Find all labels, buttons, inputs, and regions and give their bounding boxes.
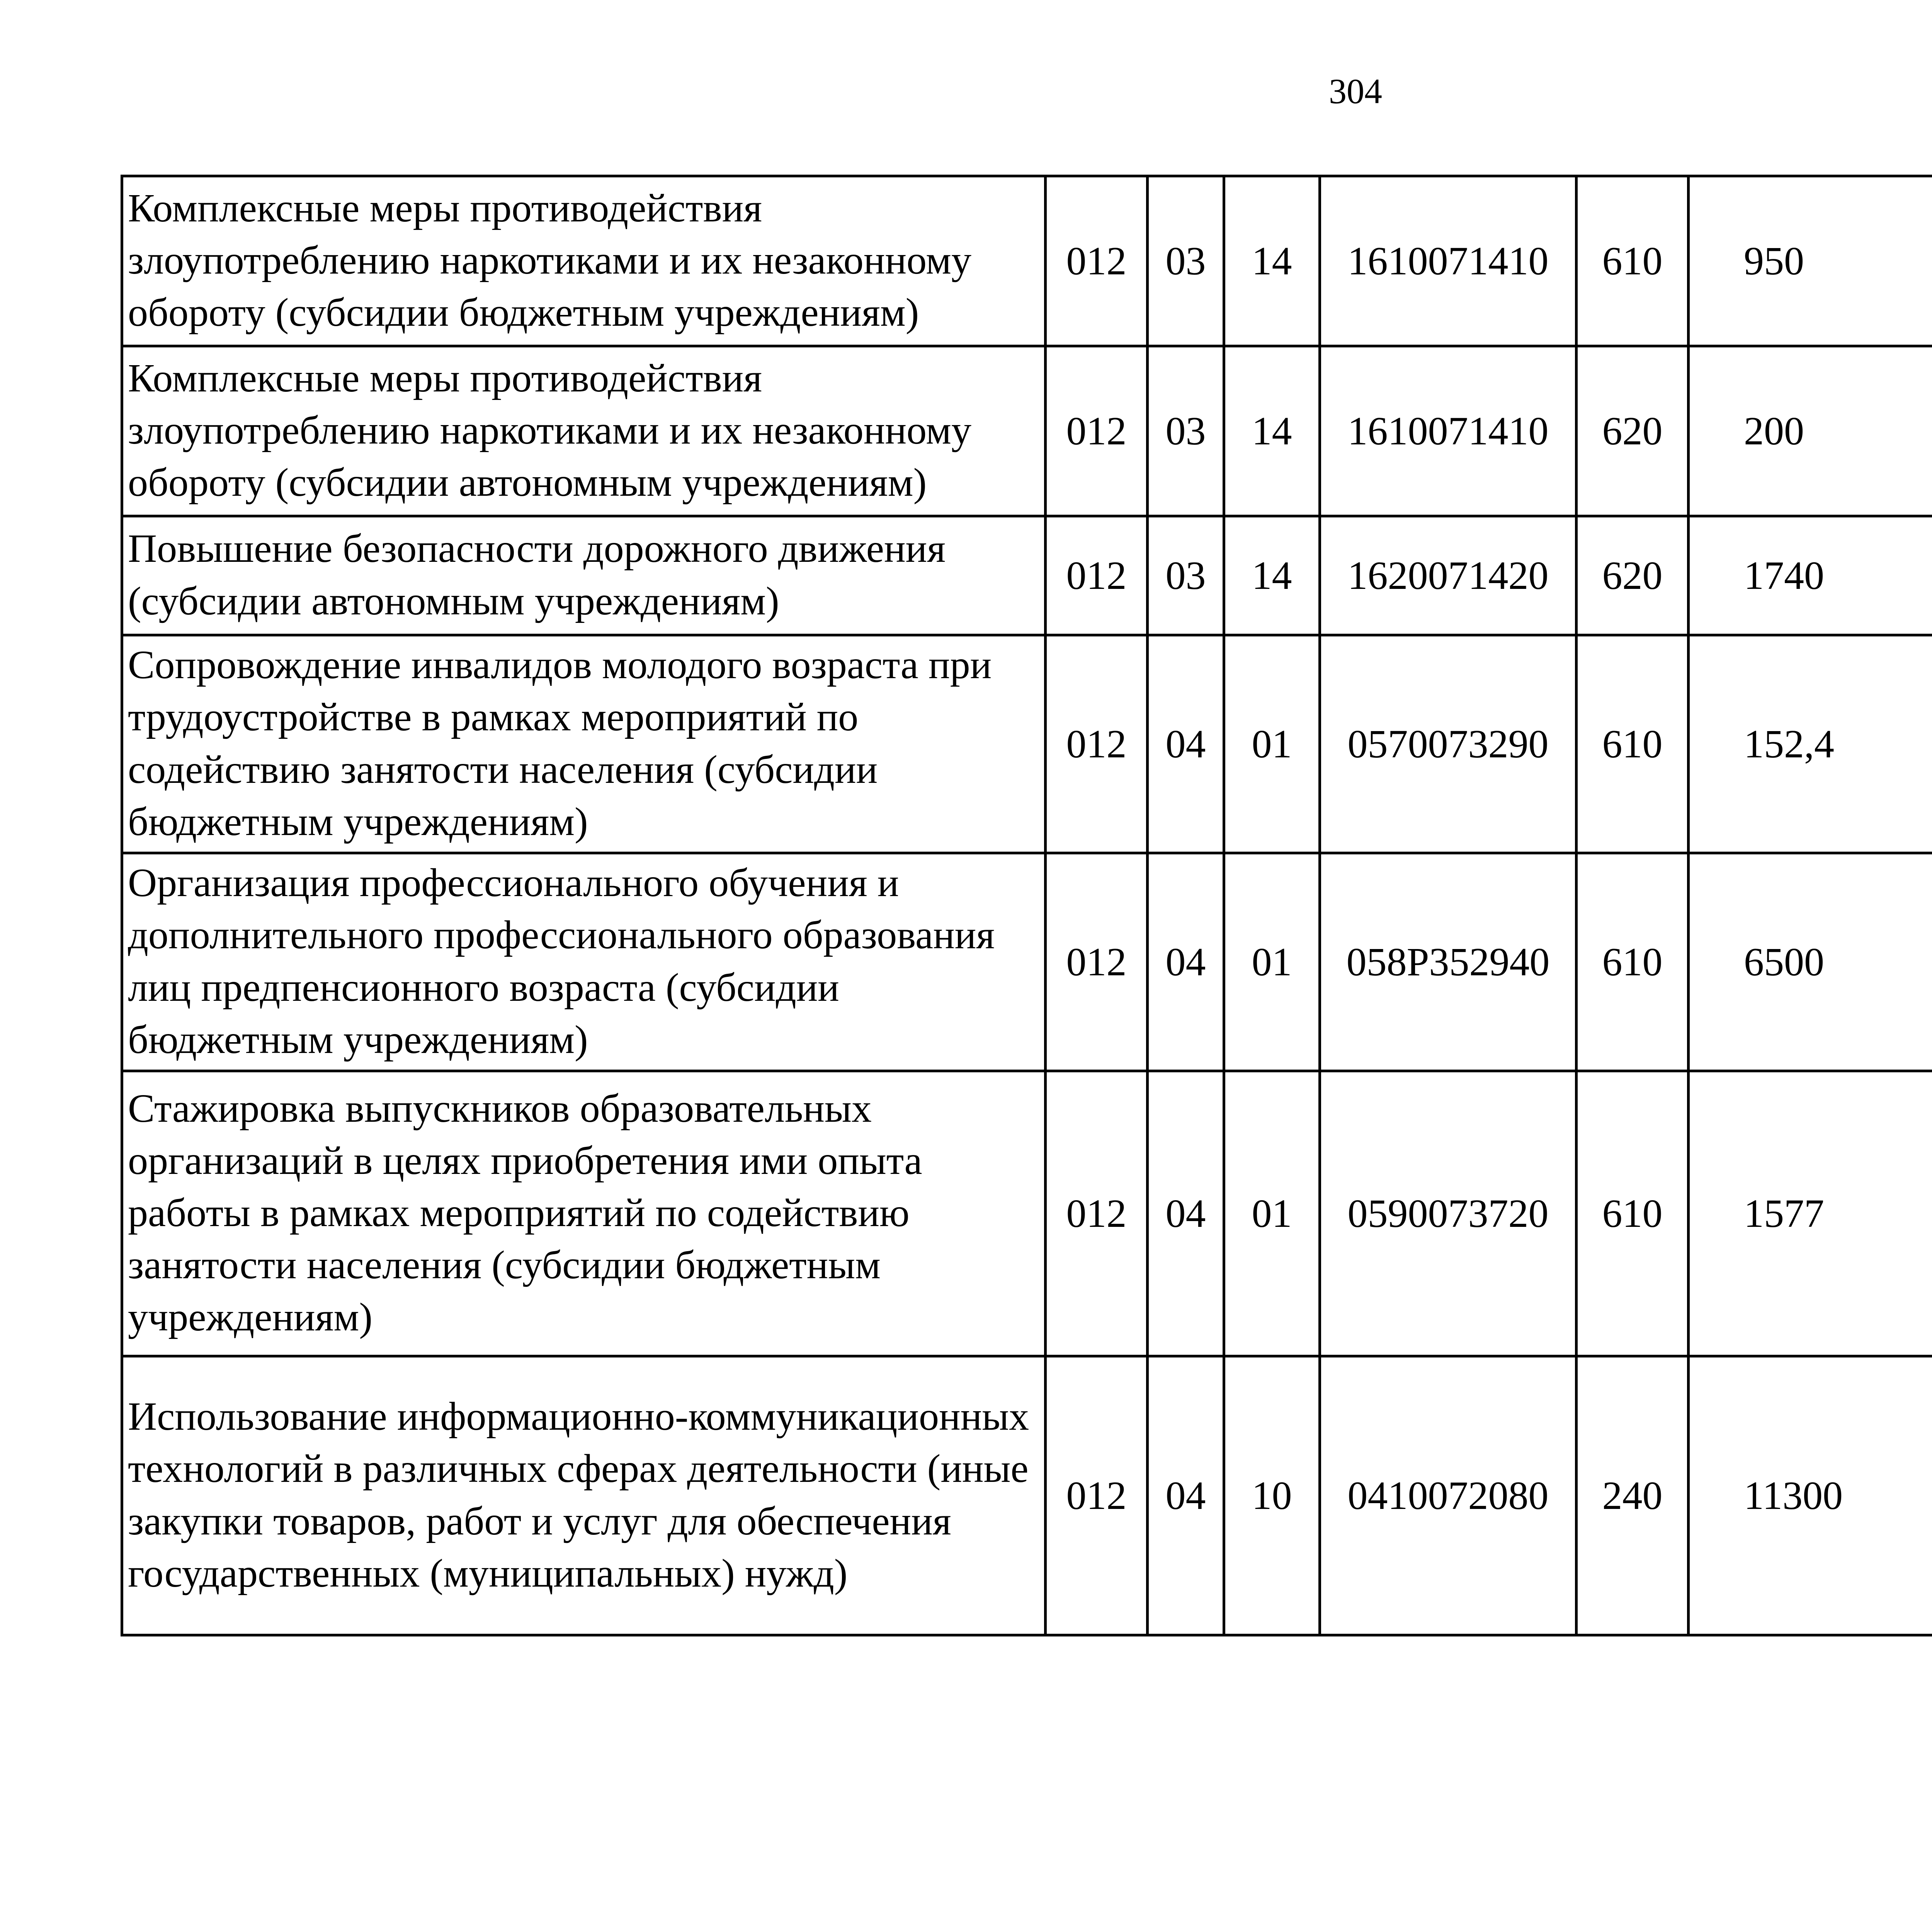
amount-1: 200 xyxy=(1689,346,1932,516)
expense-type-code: 620 xyxy=(1577,346,1689,516)
row-description: Повышение безопасности дорожного движения (субсидии автономным учреждениям) xyxy=(122,516,1046,635)
subsection-code: 10 xyxy=(1224,1356,1320,1635)
amount-1: 950 xyxy=(1689,176,1932,346)
amount-1: 11300 xyxy=(1689,1356,1932,1635)
row-description: Организация профессионального обучения и дополнительного профессионального образования лиц предпенсионного возраста (субсидии бюджетным учреждениям) xyxy=(122,853,1046,1071)
section-code: 03 xyxy=(1148,516,1224,635)
table-row xyxy=(122,346,1932,516)
section-code: 04 xyxy=(1148,1071,1224,1356)
target-article-code: 1620071420 xyxy=(1320,516,1577,635)
subsection-code: 01 xyxy=(1224,853,1320,1071)
section-code: 03 xyxy=(1148,346,1224,516)
subsection-code: 14 xyxy=(1224,516,1320,635)
expense-type-code: 610 xyxy=(1577,635,1689,853)
target-article-code: 0570073290 xyxy=(1320,635,1577,853)
expense-type-code: 610 xyxy=(1577,176,1689,346)
subsection-code: 14 xyxy=(1224,176,1320,346)
budget-table xyxy=(121,175,1932,1636)
table-row xyxy=(122,516,1932,635)
ministry-code: 012 xyxy=(1046,1356,1148,1635)
ministry-code: 012 xyxy=(1046,346,1148,516)
target-article-code: 0590073720 xyxy=(1320,1071,1577,1356)
ministry-code: 012 xyxy=(1046,176,1148,346)
row-description: Комплексные меры противодействия злоупотреблению наркотиками и их незаконному обороту (субсидии автономным учреждениям) xyxy=(122,346,1046,516)
ministry-code: 012 xyxy=(1046,853,1148,1071)
section-code: 04 xyxy=(1148,1356,1224,1635)
subsection-code: 01 xyxy=(1224,1071,1320,1356)
ministry-code: 012 xyxy=(1046,516,1148,635)
table-row xyxy=(122,635,1932,853)
ministry-code: 012 xyxy=(1046,635,1148,853)
page-number: 304 xyxy=(1329,71,1382,111)
table-row xyxy=(122,1356,1932,1635)
section-code: 04 xyxy=(1148,853,1224,1071)
table-row xyxy=(122,176,1932,346)
table-row xyxy=(122,853,1932,1071)
target-article-code: 058P352940 xyxy=(1320,853,1577,1071)
row-description: Сопровождение инвалидов молодого возраста при трудоустройстве в рамках мероприятий по содействию занятости населения (субсидии бюджетным учреждениям) xyxy=(122,635,1046,853)
amount-1: 1740 xyxy=(1689,516,1932,635)
section-code: 04 xyxy=(1148,635,1224,853)
target-article-code: 1610071410 xyxy=(1320,346,1577,516)
target-article-code: 0410072080 xyxy=(1320,1356,1577,1635)
subsection-code: 14 xyxy=(1224,346,1320,516)
amount-1: 152,4 xyxy=(1689,635,1932,853)
row-description: Комплексные меры противодействия злоупотреблению наркотиками и их незаконному обороту (субсидии бюджетным учреждениям) xyxy=(122,176,1046,346)
expense-type-code: 620 xyxy=(1577,516,1689,635)
section-code: 03 xyxy=(1148,176,1224,346)
expense-type-code: 610 xyxy=(1577,1071,1689,1356)
row-description: Использование информационно-коммуникационных технологий в различных сферах деятельности (иные закупки товаров, работ и услуг для обеспечения государственных (муниципальных) нужд) xyxy=(122,1356,1046,1635)
target-article-code: 1610071410 xyxy=(1320,176,1577,346)
expense-type-code: 610 xyxy=(1577,853,1689,1071)
subsection-code: 01 xyxy=(1224,635,1320,853)
row-description: Стажировка выпускников образовательных организаций в целях приобретения ими опыта работы в рамках мероприятий по содействию занятости населения (субсидии бюджетным учреждениям) xyxy=(122,1071,1046,1356)
amount-1: 6500 xyxy=(1689,853,1932,1071)
table-row xyxy=(122,1071,1932,1356)
ministry-code: 012 xyxy=(1046,1071,1148,1356)
amount-1: 1577 xyxy=(1689,1071,1932,1356)
expense-type-code: 240 xyxy=(1577,1356,1689,1635)
